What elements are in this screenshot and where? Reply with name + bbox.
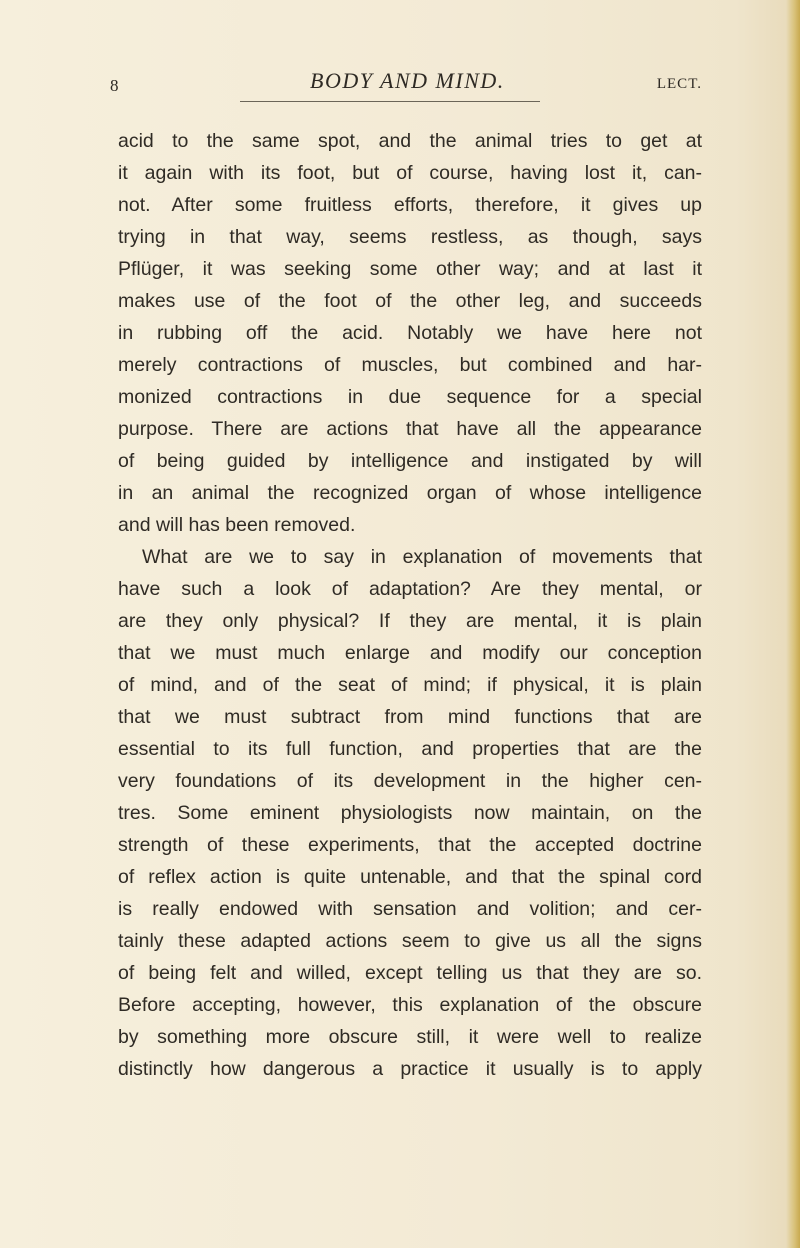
text-line: merely contractions of muscles, but combined and har- xyxy=(118,354,702,376)
text-line: not. After some fruitless efforts, therefore, it gives up xyxy=(118,194,702,216)
text-line: are they only physical? If they are mental, it is plain xyxy=(118,610,702,632)
text-line: acid to the same spot, and the animal tries to get at xyxy=(118,130,702,152)
text-line: distinctly how dangerous a practice it usually is to apply xyxy=(118,1058,702,1080)
running-title: BODY AND MIND. xyxy=(310,68,505,93)
running-header xyxy=(110,68,710,98)
text-line: monized contractions in due sequence for a special xyxy=(118,386,702,408)
text-line: is really endowed with sensation and volition; and cer- xyxy=(118,898,702,920)
page-number: 8 xyxy=(110,76,119,95)
text-line: and will has been removed. xyxy=(118,514,356,536)
paragraph-start-line: What are we to say in explanation of movements that xyxy=(142,546,702,568)
text-line: have such a look of adaptation? Are they mental, or xyxy=(118,578,702,600)
section-label: LECT. xyxy=(656,76,702,92)
text-line: in rubbing off the acid. Notably we have here not xyxy=(118,322,702,344)
text-line: of mind, and of the seat of mind; if physical, it is plain xyxy=(118,674,702,696)
text-line: tres. Some eminent physiologists now maintain, on the xyxy=(118,802,702,824)
text-line: trying in that way, seems restless, as though, says xyxy=(118,226,702,248)
text-line: very foundations of its development in the higher cen- xyxy=(118,770,702,792)
text-line: it again with its foot, but of course, having lost it, can- xyxy=(118,162,702,184)
text-line: by something more obscure still, it were well to realize xyxy=(118,1026,702,1048)
text-line: purpose. There are actions that have all the appearance xyxy=(118,418,702,440)
page-edge xyxy=(786,0,800,1248)
text-line: that we must much enlarge and modify our conception xyxy=(118,642,702,664)
text-line: tainly these adapted actions seem to give us all the signs xyxy=(118,930,702,952)
header-rule xyxy=(240,101,540,102)
text-line: essential to its full function, and properties that are the xyxy=(118,738,702,760)
text-line: that we must subtract from mind functions that are xyxy=(118,706,702,728)
text-line: of reflex action is quite untenable, and that the spinal cord xyxy=(118,866,702,888)
text-line: in an animal the recognized organ of whose intelligence xyxy=(118,482,702,504)
text-line: Pflüger, it was seeking some other way; and at last it xyxy=(118,258,702,280)
text-line: Before accepting, however, this explanation of the obscure xyxy=(118,994,702,1016)
text-line: strength of these experiments, that the accepted doctrine xyxy=(118,834,702,856)
text-line: of being felt and willed, except telling us that they are so. xyxy=(118,962,702,984)
text-line: of being guided by intelligence and instigated by will xyxy=(118,450,702,472)
body-text xyxy=(118,125,702,1085)
text-line: makes use of the foot of the other leg, and succeeds xyxy=(118,290,702,312)
